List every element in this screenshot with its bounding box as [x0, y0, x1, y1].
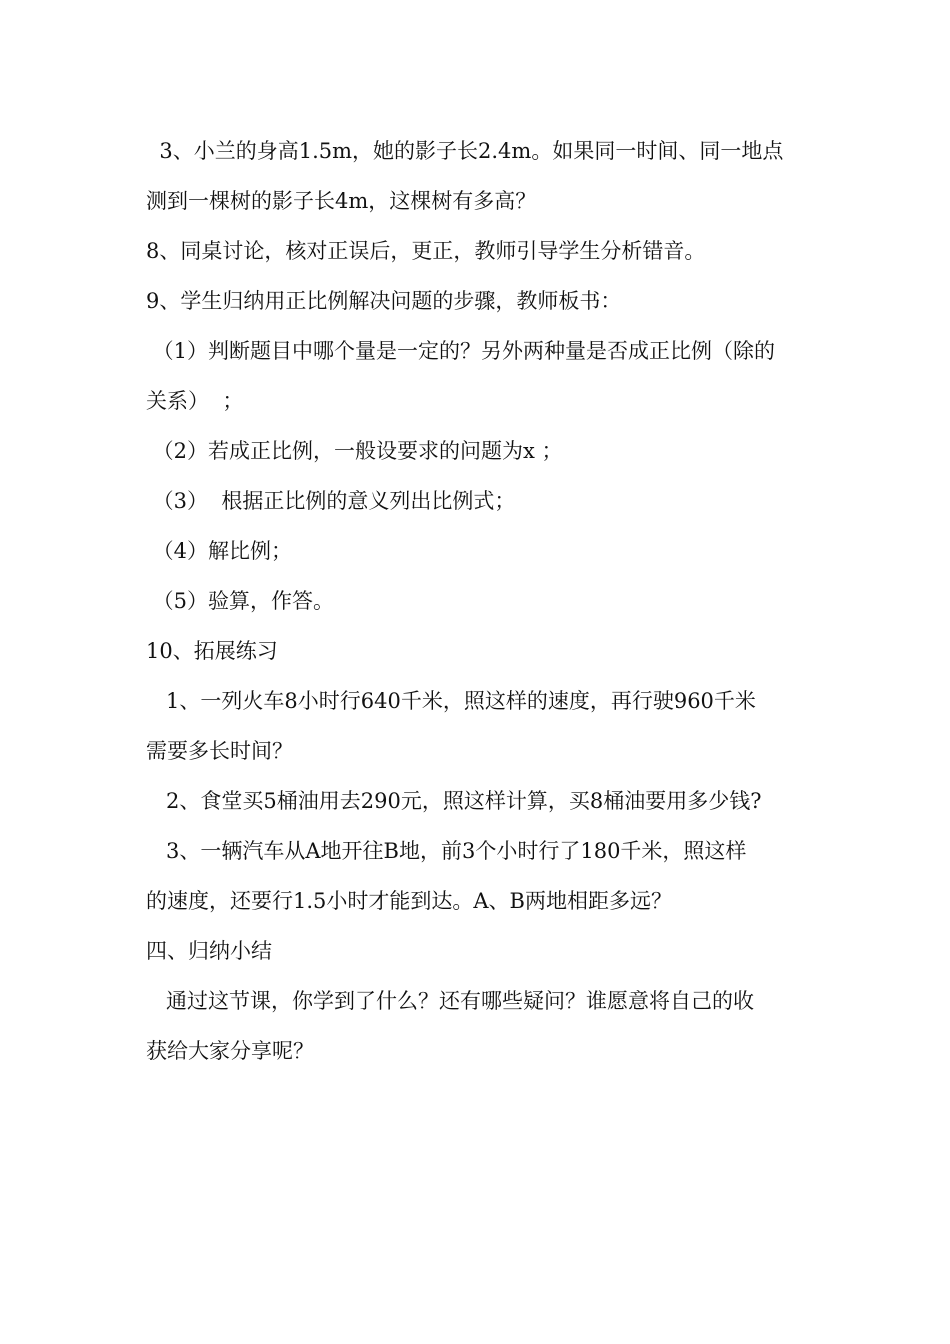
summary-step-5: （5）验算，作答。	[146, 589, 335, 613]
exercise-2: 2、食堂买5桶油用去290元，照这样计算，买8桶油要用多少钱?	[146, 789, 762, 813]
problem-3-line-2: 测到一棵树的影子长4m，这棵树有多高？	[146, 189, 537, 213]
summary-step-3: （3） 根据正比例的意义列出比例式；	[146, 489, 516, 513]
exercise-3-line-1: 3、一辆汽车从A地开往B地，前3个小时行了180千米，照这样	[146, 839, 747, 863]
section-4-heading: 四、归纳小结	[146, 939, 272, 963]
conclusion-line-1: 通过这节课，你学到了什么？还有哪些疑问？谁愿意将自己的收	[146, 989, 755, 1013]
exercise-3-line-2: 的速度，还要行1.5小时才能到达。A、B两地相距多远？	[146, 889, 672, 913]
step-9-text: 9、学生归纳用正比例解决问题的步骤，教师板书：	[146, 289, 622, 313]
step-8-text: 8、同桌讨论，核对正误后，更正，教师引导学生分析错音。	[146, 239, 706, 263]
section-10-heading: 10、拓展练习	[146, 639, 278, 663]
summary-step-2: （2）若成正比例，一般设要求的问题为x ；	[146, 439, 563, 463]
exercise-1-line-1: 1、一列火车8小时行640千米，照这样的速度，再行驶960千米	[146, 689, 756, 713]
problem-3-line-1: 3、小兰的身高1.5m，她的影子长2.4m。如果同一时间、同一地点	[146, 139, 784, 163]
summary-step-1-line-1: （1）判断题目中哪个量是一定的？另外两种量是否成正比例（除的	[146, 339, 776, 363]
summary-step-4: （4）解比例；	[146, 539, 293, 563]
exercise-1-line-2: 需要多长时间？	[146, 739, 293, 763]
summary-step-1-line-2: 关系） ；	[146, 389, 244, 413]
conclusion-line-2: 获给大家分享呢？	[146, 1039, 314, 1063]
